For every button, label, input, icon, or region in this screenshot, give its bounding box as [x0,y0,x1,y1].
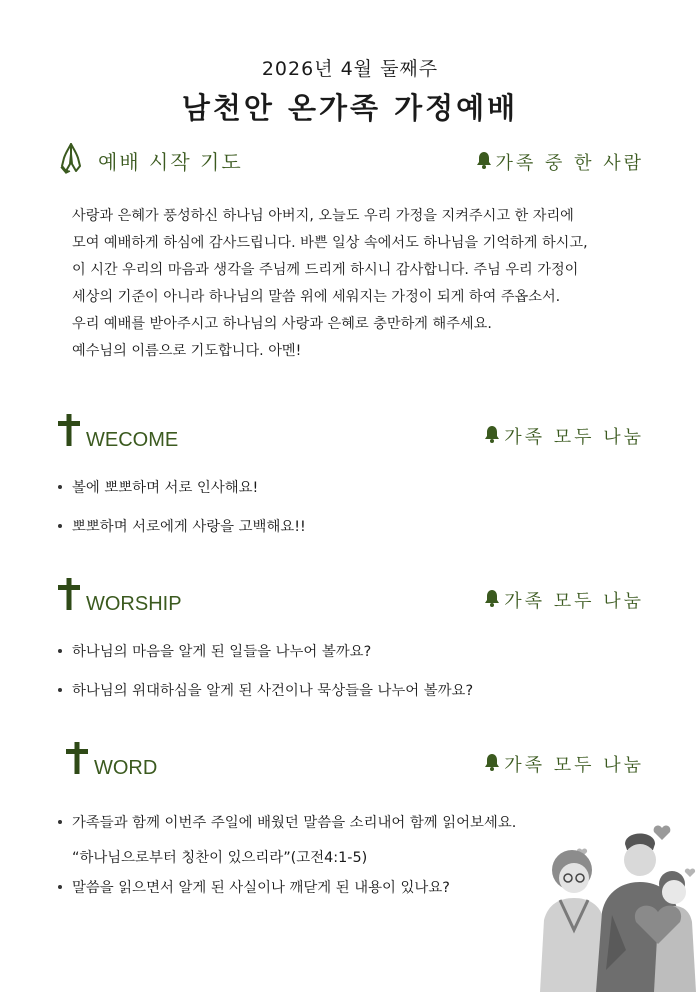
cross-icon [58,578,80,614]
word-section-header [66,742,157,778]
bullet-dot [58,688,62,692]
word-item: 가족들과 함께 이번주 주일에 배웠던 말씀을 소리내어 함께 읽어보세요. [72,815,517,831]
page-title: 남천안 온가족 가정예배 [181,91,519,125]
welcome-heading: WECOME [86,429,179,451]
list-item [58,811,516,832]
word-who-label: 가족 모두 나눔 [504,755,644,776]
list-item [58,476,258,497]
list-item [58,876,450,897]
prayer-who-label: 가족 중 한 사람 [495,153,644,174]
bullet-dot [58,485,62,489]
cross-icon [66,742,88,778]
praying-hands-icon [58,142,84,178]
welcome-who-label: 가족 모두 나눔 [504,427,644,448]
prayer-line: 예수님의 이름으로 기도합니다. 아멘! [72,343,302,359]
prayer-text [72,203,672,365]
prayer-line: 사랑과 은혜가 풍성하신 하나님 아버지, 오늘도 우리 가정을 지켜주시고 한 자리에 [72,208,574,224]
prayer-line: 이 시간 우리의 마음과 생각을 주님께 드리게 하시니 감사합니다. 주님 우리 가정이 [72,262,579,278]
welcome-item: 뽀뽀하며 서로에게 사랑을 고백해요!! [72,519,306,535]
worship-who [484,587,644,613]
word-heading: WORD [94,757,158,779]
word-item: 말씀을 읽으면서 알게 된 사실이나 깨닫게 된 내용이 있나요? [72,880,450,896]
worship-item: 하나님의 마음을 알게 된 일들을 나누어 볼까요? [72,644,372,660]
prayer-section-header [58,142,243,178]
worship-item: 하나님의 위대하심을 알게 된 사건이나 묵상들을 나누어 볼까요? [72,683,474,699]
word-who [484,751,644,777]
bell-icon [484,589,504,612]
prayer-line: 우리 예배를 받아주시고 하나님의 사랑과 은혜로 충만하게 해주세요. [72,316,492,332]
page-subtitle: 2026년 4월 둘째주 [261,58,439,80]
list-item [58,679,473,700]
bullet-dot [58,820,62,824]
welcome-section-header [58,414,178,450]
cross-icon [58,414,80,450]
prayer-heading: 예배 시작 기도 [98,149,243,174]
prayer-line: 세상의 기준이 아니라 하나님의 말씀 위에 세워지는 가정이 되게 하여 주옵소서. [72,289,561,305]
prayer-line: 모여 예배하게 하심에 감사드립니다. 바쁜 일상 속에서도 하나님을 기억하게 하시고, [72,235,588,251]
welcome-item: 볼에 뽀뽀하며 서로 인사해요! [72,480,259,496]
worship-section-header [58,578,182,614]
worship-who-label: 가족 모두 나눔 [504,591,644,612]
worship-heading: WORSHIP [86,593,182,615]
bullet-dot [58,649,62,653]
bullet-dot [58,524,62,528]
list-item [58,640,371,661]
list-item [58,515,306,536]
bell-icon [484,425,504,448]
bullet-dot [58,885,62,889]
prayer-who [476,149,645,175]
bell-icon [484,753,504,776]
bell-icon [476,151,496,174]
bible-verse: “하나님으로부터 칭찬이 있으리라”(고전4:1-5) [72,850,368,866]
welcome-who [484,423,644,449]
family-illustration [530,820,700,996]
